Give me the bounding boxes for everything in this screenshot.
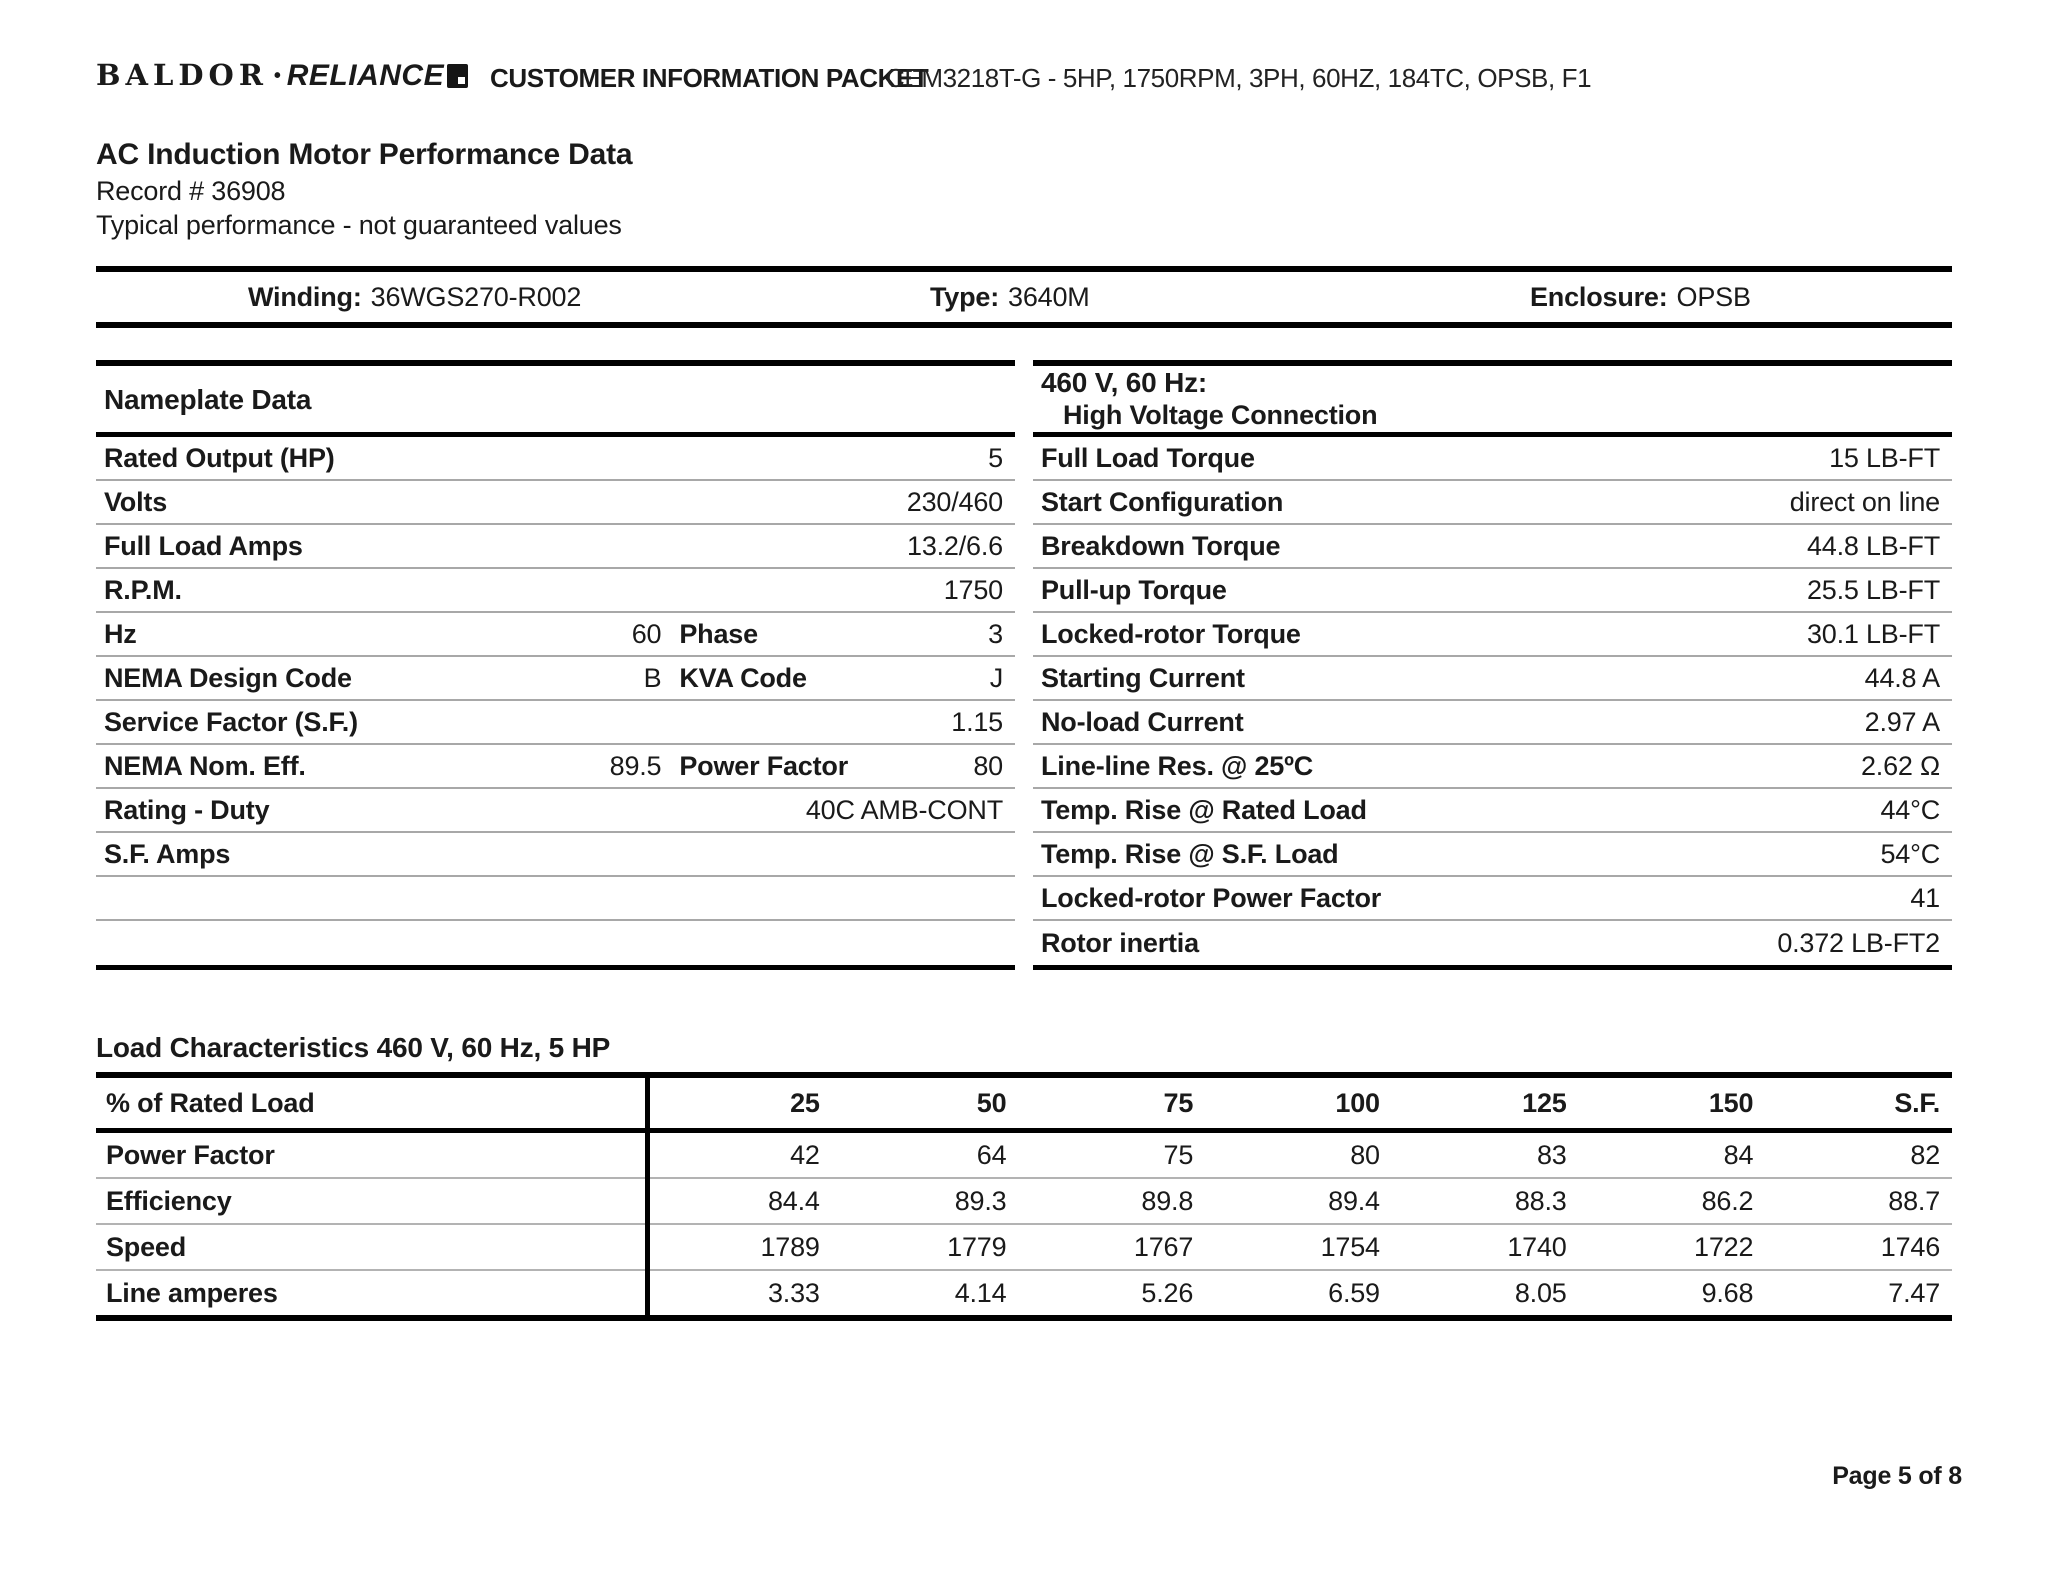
row-value: 44.8 LB-FT	[1806, 530, 1940, 561]
logo-baldor-text: BALDOR	[96, 58, 268, 92]
row-value: direct on line	[1789, 486, 1940, 517]
table-cell: 88.3	[1514, 1185, 1567, 1216]
table-row	[96, 877, 1015, 921]
row-label: Phase	[679, 618, 758, 649]
table-cell: 1789	[760, 1231, 820, 1262]
row-label: Power Factor	[106, 1139, 275, 1170]
row-value: B	[643, 662, 662, 693]
table-cell: 84.4	[767, 1185, 820, 1216]
row-label: Start Configuration	[1041, 486, 1284, 517]
row-value: 54°C	[1880, 838, 1940, 869]
table-cell: 86.2	[1701, 1185, 1754, 1216]
row-value: 80	[973, 750, 1003, 781]
row-value: 60	[631, 618, 662, 649]
table-cell: 1767	[1133, 1231, 1194, 1262]
row-label: Hz	[104, 618, 137, 649]
table-cell: 1754	[1320, 1231, 1380, 1262]
row-label: Service Factor (S.F.)	[104, 706, 358, 737]
table-cell: 3.33	[767, 1277, 820, 1308]
table-cell: 5.26	[1141, 1277, 1194, 1308]
column-header: 125	[1522, 1087, 1567, 1118]
table-cell: 89.3	[954, 1185, 1007, 1216]
column-header: 25	[790, 1087, 820, 1118]
table-header-row	[96, 1078, 1952, 1133]
table-row	[96, 613, 1015, 657]
table-row	[96, 701, 1015, 745]
row-label: Locked-rotor Power Factor	[1041, 882, 1382, 913]
row-label: Full Load Amps	[104, 530, 303, 561]
type-field	[930, 272, 1090, 322]
table-cell: 7.47	[1888, 1277, 1941, 1308]
disclaimer-note: Typical performance - not guaranteed values	[96, 210, 622, 240]
row-label: S.F. Amps	[104, 838, 231, 869]
row-label: Full Load Torque	[1041, 442, 1255, 473]
row-value: 0.372 LB-FT2	[1777, 927, 1940, 958]
record-number: Record # 36908	[96, 176, 286, 206]
row-label: Rotor inertia	[1041, 927, 1199, 958]
column-header: 50	[976, 1087, 1007, 1118]
table-row	[1033, 525, 1952, 569]
table-cell: 1722	[1694, 1231, 1754, 1262]
table-row	[96, 789, 1015, 833]
row-label: NEMA Nom. Eff.	[104, 750, 306, 781]
row-label: No-load Current	[1041, 706, 1244, 737]
row-label: NEMA Design Code	[104, 662, 352, 693]
table-cell: 89.8	[1141, 1185, 1194, 1216]
table-cell: 8.05	[1514, 1277, 1567, 1308]
table-cell: 88.7	[1888, 1185, 1941, 1216]
row-label: Rating - Duty	[104, 794, 270, 825]
row-label: Line amperes	[106, 1277, 278, 1308]
winding-label: Winding:	[248, 281, 362, 312]
table-cell: 9.68	[1701, 1277, 1754, 1308]
table-row	[1033, 481, 1952, 525]
table-row	[96, 569, 1015, 613]
table-cell: 82	[1910, 1139, 1941, 1170]
table-row	[1033, 789, 1952, 833]
table-row	[96, 1133, 1952, 1179]
row-value: 40C AMB-CONT	[805, 794, 1003, 825]
table-cell: 83	[1536, 1139, 1567, 1170]
column-header: 100	[1335, 1087, 1380, 1118]
row-label: KVA Code	[679, 662, 807, 693]
enclosure-field	[1530, 272, 1751, 322]
row-value: 25.5 LB-FT	[1806, 574, 1940, 605]
row-label: Pull-up Torque	[1041, 574, 1227, 605]
table-cell: 80	[1350, 1139, 1380, 1170]
table-row	[96, 657, 1015, 701]
table-cell: 6.59	[1328, 1277, 1380, 1308]
nameplate-table	[96, 360, 1015, 970]
enclosure-value: OPSB	[1676, 281, 1751, 312]
table-row	[96, 525, 1015, 569]
table-cell: 64	[976, 1139, 1007, 1170]
table-cell: 42	[790, 1139, 820, 1170]
row-value: 2.62 Ω	[1860, 750, 1940, 781]
row-label: Speed	[106, 1231, 187, 1262]
row-value: 44.8 A	[1864, 662, 1940, 693]
page-title: AC Induction Motor Performance Data	[96, 138, 633, 171]
table-row	[1033, 613, 1952, 657]
table-row	[96, 481, 1015, 525]
nameplate-heading: Nameplate Data	[96, 360, 1015, 437]
row-value: 41	[1910, 882, 1940, 913]
row-value: 230/460	[906, 486, 1003, 517]
load-characteristics-heading: Load Characteristics 460 V, 60 Hz, 5 HP	[96, 1032, 611, 1063]
column-header: 150	[1708, 1087, 1754, 1118]
table-row	[1033, 657, 1952, 701]
model-line: CEM3218T-G - 5HP, 1750RPM, 3PH, 60HZ, 184TC, OPSB, F1	[886, 63, 1592, 93]
column-header: % of Rated Load	[106, 1087, 315, 1118]
row-label: Volts	[104, 486, 168, 517]
row-label: Temp. Rise @ S.F. Load	[1041, 838, 1339, 869]
table-row	[1033, 833, 1952, 877]
row-value: 1.15	[951, 706, 1003, 737]
load-characteristics-table	[96, 1072, 1952, 1321]
packet-title: CUSTOMER INFORMATION PACKET	[490, 63, 929, 93]
table-row	[96, 921, 1015, 965]
row-value: 3	[988, 618, 1003, 649]
table-row	[96, 745, 1015, 789]
table-cell: 84	[1723, 1139, 1754, 1170]
table-row	[1033, 921, 1952, 965]
table-cell: 4.14	[954, 1277, 1007, 1308]
high-voltage-heading: 460 V, 60 Hz: High Voltage Connection	[1033, 360, 1952, 437]
table-cell: 1779	[947, 1231, 1007, 1262]
table-row	[1033, 877, 1952, 921]
row-value: 13.2/6.6	[907, 530, 1003, 561]
page-number: Page 5 of 8	[1832, 1462, 1962, 1490]
enclosure-label: Enclosure:	[1530, 281, 1668, 312]
row-label: Line-line Res. @ 25ºC	[1041, 750, 1314, 781]
table-row	[96, 437, 1015, 481]
table-row	[1033, 701, 1952, 745]
page-header	[96, 58, 1952, 100]
table-cell: 75	[1163, 1139, 1194, 1170]
row-label: Starting Current	[1041, 662, 1245, 693]
column-header: 75	[1163, 1087, 1194, 1118]
row-label: Temp. Rise @ Rated Load	[1041, 794, 1367, 825]
type-label: Type:	[930, 281, 1000, 312]
row-value: 89.5	[609, 750, 662, 781]
table-cell: 1746	[1880, 1231, 1941, 1262]
table-cell: 89.4	[1328, 1185, 1380, 1216]
logo-reliance-text: RELIANCE	[286, 59, 445, 92]
column-header: S.F.	[1894, 1087, 1941, 1118]
row-value: 44°C	[1880, 794, 1940, 825]
row-label: Locked-rotor Torque	[1041, 618, 1301, 649]
type-value: 3640M	[1008, 281, 1090, 312]
table-row	[96, 1225, 1952, 1271]
row-value: 30.1 LB-FT	[1806, 618, 1940, 649]
table-row	[1033, 569, 1952, 613]
high-voltage-table	[1033, 360, 1952, 970]
winding-field	[248, 272, 581, 322]
row-label: Rated Output (HP)	[104, 442, 335, 473]
baldor-reliance-logo	[96, 58, 468, 93]
table-row	[96, 1271, 1952, 1315]
winding-value: 36WGS270-R002	[370, 281, 582, 312]
table-row	[96, 1179, 1952, 1225]
row-label: Efficiency	[106, 1185, 232, 1216]
row-value: 15 LB-FT	[1829, 442, 1940, 473]
row-value: 2.97 A	[1864, 706, 1940, 737]
row-label: Power Factor	[679, 750, 849, 781]
row-value: J	[989, 662, 1003, 693]
table-row	[96, 833, 1015, 877]
table-row	[1033, 745, 1952, 789]
row-label: R.P.M.	[104, 574, 182, 605]
row-value: 1750	[943, 574, 1003, 605]
table-cell: 1740	[1507, 1231, 1567, 1262]
table-row	[1033, 437, 1952, 481]
row-label: Breakdown Torque	[1041, 530, 1281, 561]
winding-bar	[96, 266, 1952, 328]
logo-dot: •	[273, 65, 281, 87]
reliance-trademark-icon	[447, 64, 468, 93]
row-value: 5	[988, 442, 1003, 473]
